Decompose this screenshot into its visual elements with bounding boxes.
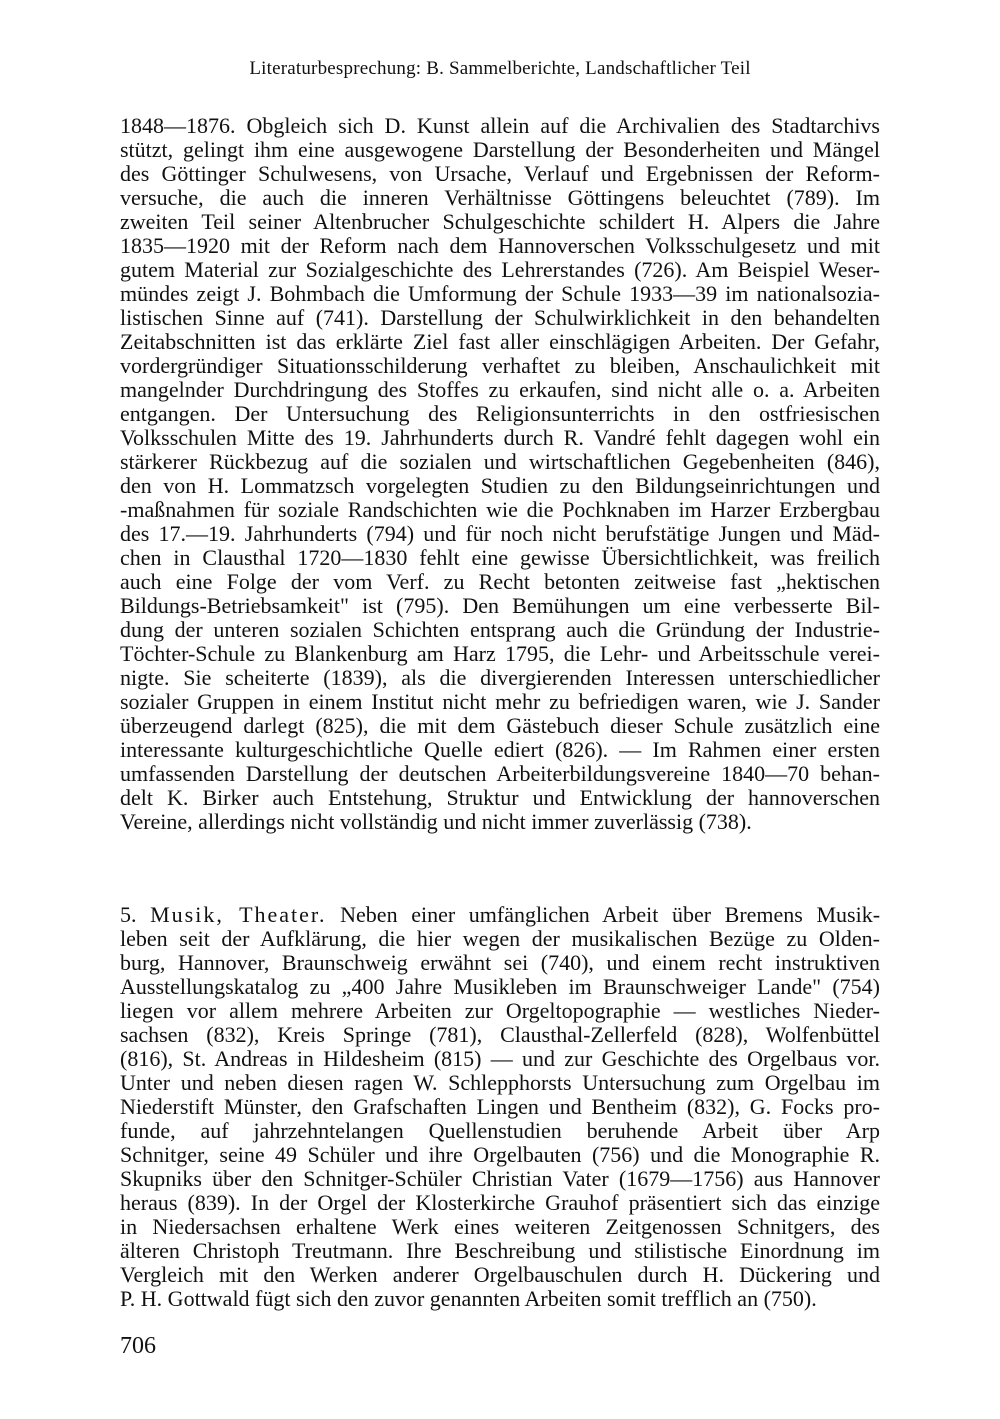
text-line: in Niedersachsen erhaltene Werk eines weiteren Zeitgenossen Schnitgers, des [120,1214,880,1239]
text-line: -maßnahmen für soziale Randschichten wie die Pochknaben im Harzer Erzbergbau [120,497,880,522]
text-line: leben seit der Aufklärung, die hier wegen der musikalischen Bezüge zu Olden- [120,926,880,951]
text-line: gutem Material zur Sozialgeschichte des Lehrerstandes (726). Am Beispiel Weser- [120,257,880,282]
text-line: versuche, die auch die inneren Verhältnisse Göttingens beleuchtet (789). Im [120,185,880,210]
text-line: Zeitabschnitten ist das erklärte Ziel fast aller einschlägigen Arbeiten. Der Gefahr, [120,329,880,354]
section-first-line [120,903,880,927]
text-line: Skupniks über den Schnitger-Schüler Christian Vater (1679—1756) aus Hannover [120,1166,880,1191]
text-line: zweiten Teil seiner Altenbrucher Schulgeschichte schildert H. Alpers die Jahre [120,209,880,234]
text-line: vordergründiger Situationsschilderung verhaftet zu bleiben, Anschaulichkeit mit [120,353,880,378]
text-line: Vereine, allerdings nicht vollständig und nicht immer zuverlässig (738). [120,809,752,834]
text-line: Unter und neben diesen ragen W. Schlepphorsts Untersuchung zum Orgelbau im [120,1070,880,1095]
text-line: den von H. Lommatzsch vorgelegten Studien zu den Bildungseinrichtungen und [120,473,880,498]
section-heading: Musik, Theater. [150,902,327,927]
text-line: Volksschulen Mitte des 19. Jahrhunderts durch R. Vandré fehlt dagegen wohl ein [120,425,880,450]
text-line: heraus (839). In der Orgel der Klosterkirche Grauhof präsentiert sich das einzige [120,1190,880,1215]
text-line: stärkerer Rückbezug auf die sozialen und wirtschaftlichen Gegebenheiten (846), [120,449,880,474]
text-line: Bildungs-Betriebsamkeit" ist (795). Den Bemühungen um eine verbesserte Bil- [120,593,880,618]
text-line: nigte. Sie scheiterte (1839), als die divergierenden Interessen unterschiedlicher [120,665,880,690]
text-line: sozialer Gruppen in einem Institut nicht mehr zu befriedigen waren, wie J. Sander [120,689,880,714]
text-line: P. H. Gottwald fügt sich den zuvor genannten Arbeiten somit trefflich an (750). [120,1286,817,1311]
text-line: des 17.—19. Jahrhunderts (794) und für noch nicht berufstätige Jungen und Mäd- [120,521,880,546]
text-line: 1848—1876. Obgleich sich D. Kunst allein auf die Archivalien des Stadtarchivs [120,113,880,138]
page-number: 706 [120,1333,156,1359]
text-line: liegen vor allem mehrere Arbeiten zur Orgeltopographie — westliches Nieder- [120,998,880,1023]
text-line: Niederstift Münster, den Grafschaften Lingen und Bentheim (832), G. Focks pro- [120,1094,880,1119]
text-line: funde, auf jahrzehntelangen Quellenstudien beruhende Arbeit über Arp [120,1118,880,1143]
text-line: Töchter-Schule zu Blankenburg am Harz 1795, die Lehr- und Arbeitsschule verei- [120,641,880,666]
text-line: Schnitger, seine 49 Schüler und ihre Orgelbauten (756) und die Monographie R. [120,1142,880,1167]
section-number: 5. [120,902,137,927]
text-line: Ausstellungskatalog zu „400 Jahre Musikleben im Braunschweiger Lande" (754) [120,974,880,999]
running-header: Literaturbesprechung: B. Sammelberichte, Landschaftlicher Teil [249,58,751,79]
body-paragraph [120,114,880,834]
text-line: dung der unteren sozialen Schichten entsprang auch die Gründung der Industrie- [120,617,880,642]
text-line: entgangen. Der Untersuchung des Religionsunterrichts in den ostfriesischen [120,401,880,426]
text-line: delt K. Birker auch Entstehung, Struktur und Entwicklung der hannoverschen [120,785,880,810]
text-line: chen in Clausthal 1720—1830 fehlt eine gewisse Übersichtlichkeit, was freilich [120,545,880,570]
text-line: burg, Hannover, Braunschweig erwähnt sei (740), und einem recht instruktiven [120,950,880,975]
text-line: stützt, gelingt ihm eine ausgewogene Darstellung der Besonderheiten und Mängel [120,137,880,162]
text-line: mangelnder Durchdringung des Stoffes zu erkaufen, sind nicht alle o. a. Arbeiten [120,377,880,402]
text-line: sachsen (832), Kreis Springe (781), Clausthal-Zellerfeld (828), Wolfenbüttel [120,1022,880,1047]
text-line: überzeugend darlegt (825), die mit dem Gästebuch dieser Schule zusätzlich eine [120,713,880,738]
text-line: auch eine Folge der vom Verf. zu Recht betonten zeitweise fast „hektischen [120,569,880,594]
text-line: älteren Christoph Treutmann. Ihre Beschreibung und stilistische Einordnung im [120,1238,880,1263]
section-musik-theater [120,903,880,1311]
text-line: mündes zeigt J. Bohmbach die Umformung der Schule 1933—39 im nationalsozia- [120,281,880,306]
section-first-line-text: Neben einer umfänglichen Arbeit über Bremens Musik- [326,902,881,927]
text-line: des Göttinger Schulwesens, von Ursache, Verlauf und Ergebnissen der Reform- [120,161,880,186]
text-line: listischen Sinne auf (741). Darstellung der Schulwirklichkeit in den behandelten [120,305,880,330]
text-line: interessante kulturgeschichtliche Quelle ediert (826). — Im Rahmen einer ersten [120,737,880,762]
text-line: (816), St. Andreas in Hildesheim (815) — und zur Geschichte des Orgelbaus vor. [120,1046,880,1071]
text-line: 1835—1920 mit der Reform nach dem Hannoverschen Volksschulgesetz und mit [120,233,880,258]
text-line: Vergleich mit den Werken anderer Orgelbauschulen durch H. Dückering und [120,1262,880,1287]
text-line: umfassenden Darstellung der deutschen Arbeiterbildungsvereine 1840—70 behan- [120,761,880,786]
